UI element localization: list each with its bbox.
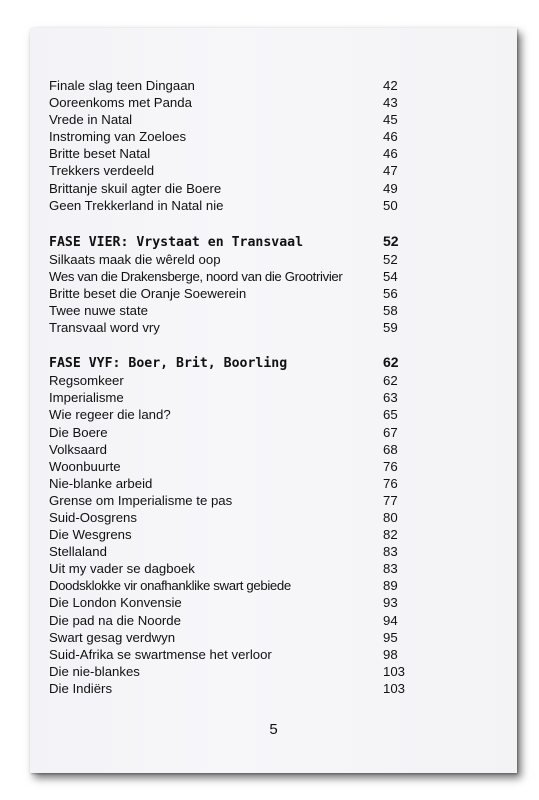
toc-entry bbox=[49, 543, 411, 560]
toc-entry bbox=[49, 509, 411, 526]
table-of-contents bbox=[49, 77, 411, 697]
toc-entry bbox=[49, 475, 411, 492]
toc-entry-page: 103 bbox=[383, 663, 406, 679]
section-heading-title: FASE VYF: Boer, Brit, Boorling bbox=[49, 356, 288, 372]
toc-entry bbox=[49, 594, 411, 611]
toc-entry-title: Suid-Afrika se swartmense het verloor bbox=[49, 646, 272, 662]
toc-entry bbox=[49, 612, 411, 629]
toc-entry-page: 82 bbox=[383, 527, 398, 543]
toc-entry-title: Die nie-blankes bbox=[49, 663, 140, 679]
toc-group-phase-three bbox=[49, 77, 411, 214]
toc-entry-title: Britte beset Natal bbox=[49, 146, 151, 162]
toc-entry-page: 68 bbox=[383, 441, 398, 457]
toc-entry-title: Vrede in Natal bbox=[49, 112, 133, 128]
toc-entry-title: Volksaard bbox=[49, 441, 107, 457]
toc-entry-page: 76 bbox=[383, 458, 398, 474]
toc-entry-page: 46 bbox=[383, 146, 398, 162]
toc-entry bbox=[49, 268, 411, 285]
toc-entry-page: 65 bbox=[383, 407, 398, 423]
toc-entry-title: Twee nuwe state bbox=[49, 303, 148, 319]
toc-entry bbox=[49, 94, 411, 111]
section-heading-page: 52 bbox=[383, 232, 399, 249]
toc-entry-page: 54 bbox=[383, 268, 398, 284]
toc-entry bbox=[49, 319, 411, 336]
toc-entry bbox=[49, 441, 411, 458]
toc-entry-page: 52 bbox=[383, 251, 398, 267]
section-spacer bbox=[49, 336, 411, 352]
toc-entry-title: Transvaal word vry bbox=[49, 320, 160, 336]
toc-entry bbox=[49, 406, 411, 423]
toc-entry-title: Regsomkeer bbox=[49, 373, 124, 389]
toc-entry-page: 80 bbox=[383, 509, 398, 525]
toc-entry-title: Grense om Imperialisme te pas bbox=[49, 492, 233, 508]
toc-entry-title: Woonbuurte bbox=[49, 458, 121, 474]
toc-entry-page: 43 bbox=[383, 95, 398, 111]
toc-entry-title: Die Wesgrens bbox=[49, 527, 132, 543]
section-heading-phase-four bbox=[49, 231, 411, 251]
toc-entry bbox=[49, 145, 411, 162]
toc-entry-title: Geen Trekkerland in Natal nie bbox=[49, 197, 224, 213]
toc-entry-page: 63 bbox=[383, 390, 398, 406]
toc-entry bbox=[49, 577, 411, 594]
toc-entry bbox=[49, 492, 411, 509]
toc-entry bbox=[49, 111, 411, 128]
toc-entry bbox=[49, 646, 411, 663]
section-heading-page: 62 bbox=[383, 354, 399, 371]
toc-entry-title: Brittanje skuil agter die Boere bbox=[49, 180, 222, 196]
toc-entry bbox=[49, 128, 411, 145]
toc-entry-title: Trekkers verdeeld bbox=[49, 163, 155, 179]
toc-entry bbox=[49, 458, 411, 475]
toc-group-phase-four bbox=[49, 251, 411, 336]
toc-entry-title: Die pad na die Noorde bbox=[49, 612, 181, 628]
toc-entry-page: 49 bbox=[383, 180, 398, 196]
toc-entry bbox=[49, 526, 411, 543]
toc-entry-title: Instroming van Zoeloes bbox=[49, 129, 187, 145]
toc-entry bbox=[49, 197, 411, 214]
toc-entry-page: 67 bbox=[383, 424, 398, 440]
toc-entry-page: 50 bbox=[383, 197, 398, 213]
toc-entry bbox=[49, 251, 411, 268]
toc-entry-page: 58 bbox=[383, 303, 398, 319]
toc-entry bbox=[49, 424, 411, 441]
toc-entry-title: Die London Konvensie bbox=[49, 595, 182, 611]
toc-entry bbox=[49, 389, 411, 406]
toc-entry bbox=[49, 180, 411, 197]
toc-entry-title: Die Indiërs bbox=[49, 680, 113, 696]
toc-entry-page: 98 bbox=[383, 646, 398, 662]
toc-entry-title: Stellaland bbox=[49, 544, 107, 560]
toc-entry-title: Wie regeer die land? bbox=[49, 407, 171, 423]
toc-entry-page: 83 bbox=[383, 561, 398, 577]
toc-entry-title: Wes van die Drakensberge, noord van die Grootrivier bbox=[49, 268, 343, 284]
toc-entry-title: Uit my vader se dagboek bbox=[49, 561, 195, 577]
toc-entry-page: 94 bbox=[383, 612, 398, 628]
toc-entry-title: Silkaats maak die wêreld oop bbox=[49, 251, 221, 267]
section-heading-phase-five bbox=[49, 352, 411, 372]
toc-entry-page: 76 bbox=[383, 475, 398, 491]
toc-entry-page: 83 bbox=[383, 544, 398, 560]
toc-entry-page: 59 bbox=[383, 320, 398, 336]
toc-entry-page: 103 bbox=[383, 680, 406, 696]
toc-entry-page: 89 bbox=[383, 578, 398, 594]
toc-entry-title: Finale slag teen Dingaan bbox=[49, 78, 195, 93]
toc-entry-title: Imperialisme bbox=[49, 390, 124, 406]
toc-entry-title: Die Boere bbox=[49, 424, 108, 440]
toc-entry-page: 46 bbox=[383, 129, 398, 145]
toc-entry bbox=[49, 663, 411, 680]
toc-group-phase-five bbox=[49, 372, 411, 697]
toc-entry bbox=[49, 162, 411, 179]
toc-entry-page: 47 bbox=[383, 163, 398, 179]
toc-entry bbox=[49, 629, 411, 646]
toc-entry-page: 42 bbox=[383, 78, 398, 93]
toc-entry-page: 95 bbox=[383, 629, 398, 645]
toc-entry-title: Suid-Oosgrens bbox=[49, 509, 137, 525]
book-page bbox=[30, 28, 517, 773]
toc-entry-page: 93 bbox=[383, 595, 398, 611]
toc-entry bbox=[49, 302, 411, 319]
toc-entry bbox=[49, 680, 411, 697]
toc-entry-title: Britte beset die Oranje Soewerein bbox=[49, 285, 247, 301]
toc-entry-page: 62 bbox=[383, 373, 398, 389]
toc-entry bbox=[49, 77, 411, 94]
toc-entry bbox=[49, 560, 411, 577]
toc-entry bbox=[49, 285, 411, 302]
page-number: 5 bbox=[269, 721, 278, 738]
section-spacer bbox=[49, 214, 411, 231]
toc-entry bbox=[49, 372, 411, 389]
toc-entry-title: Nie-blanke arbeid bbox=[49, 475, 153, 491]
section-heading-title: FASE VIER: Vrystaat en Transvaal bbox=[49, 234, 304, 250]
toc-entry-title: Doodsklokke vir onafhanklike swart gebiede bbox=[49, 578, 291, 594]
toc-entry-page: 77 bbox=[383, 492, 398, 508]
toc-entry-title: Ooreenkoms met Panda bbox=[49, 95, 192, 111]
toc-entry-page: 45 bbox=[383, 112, 398, 128]
toc-entry-page: 56 bbox=[383, 285, 398, 301]
toc-entry-title: Swart gesag verdwyn bbox=[49, 629, 176, 645]
